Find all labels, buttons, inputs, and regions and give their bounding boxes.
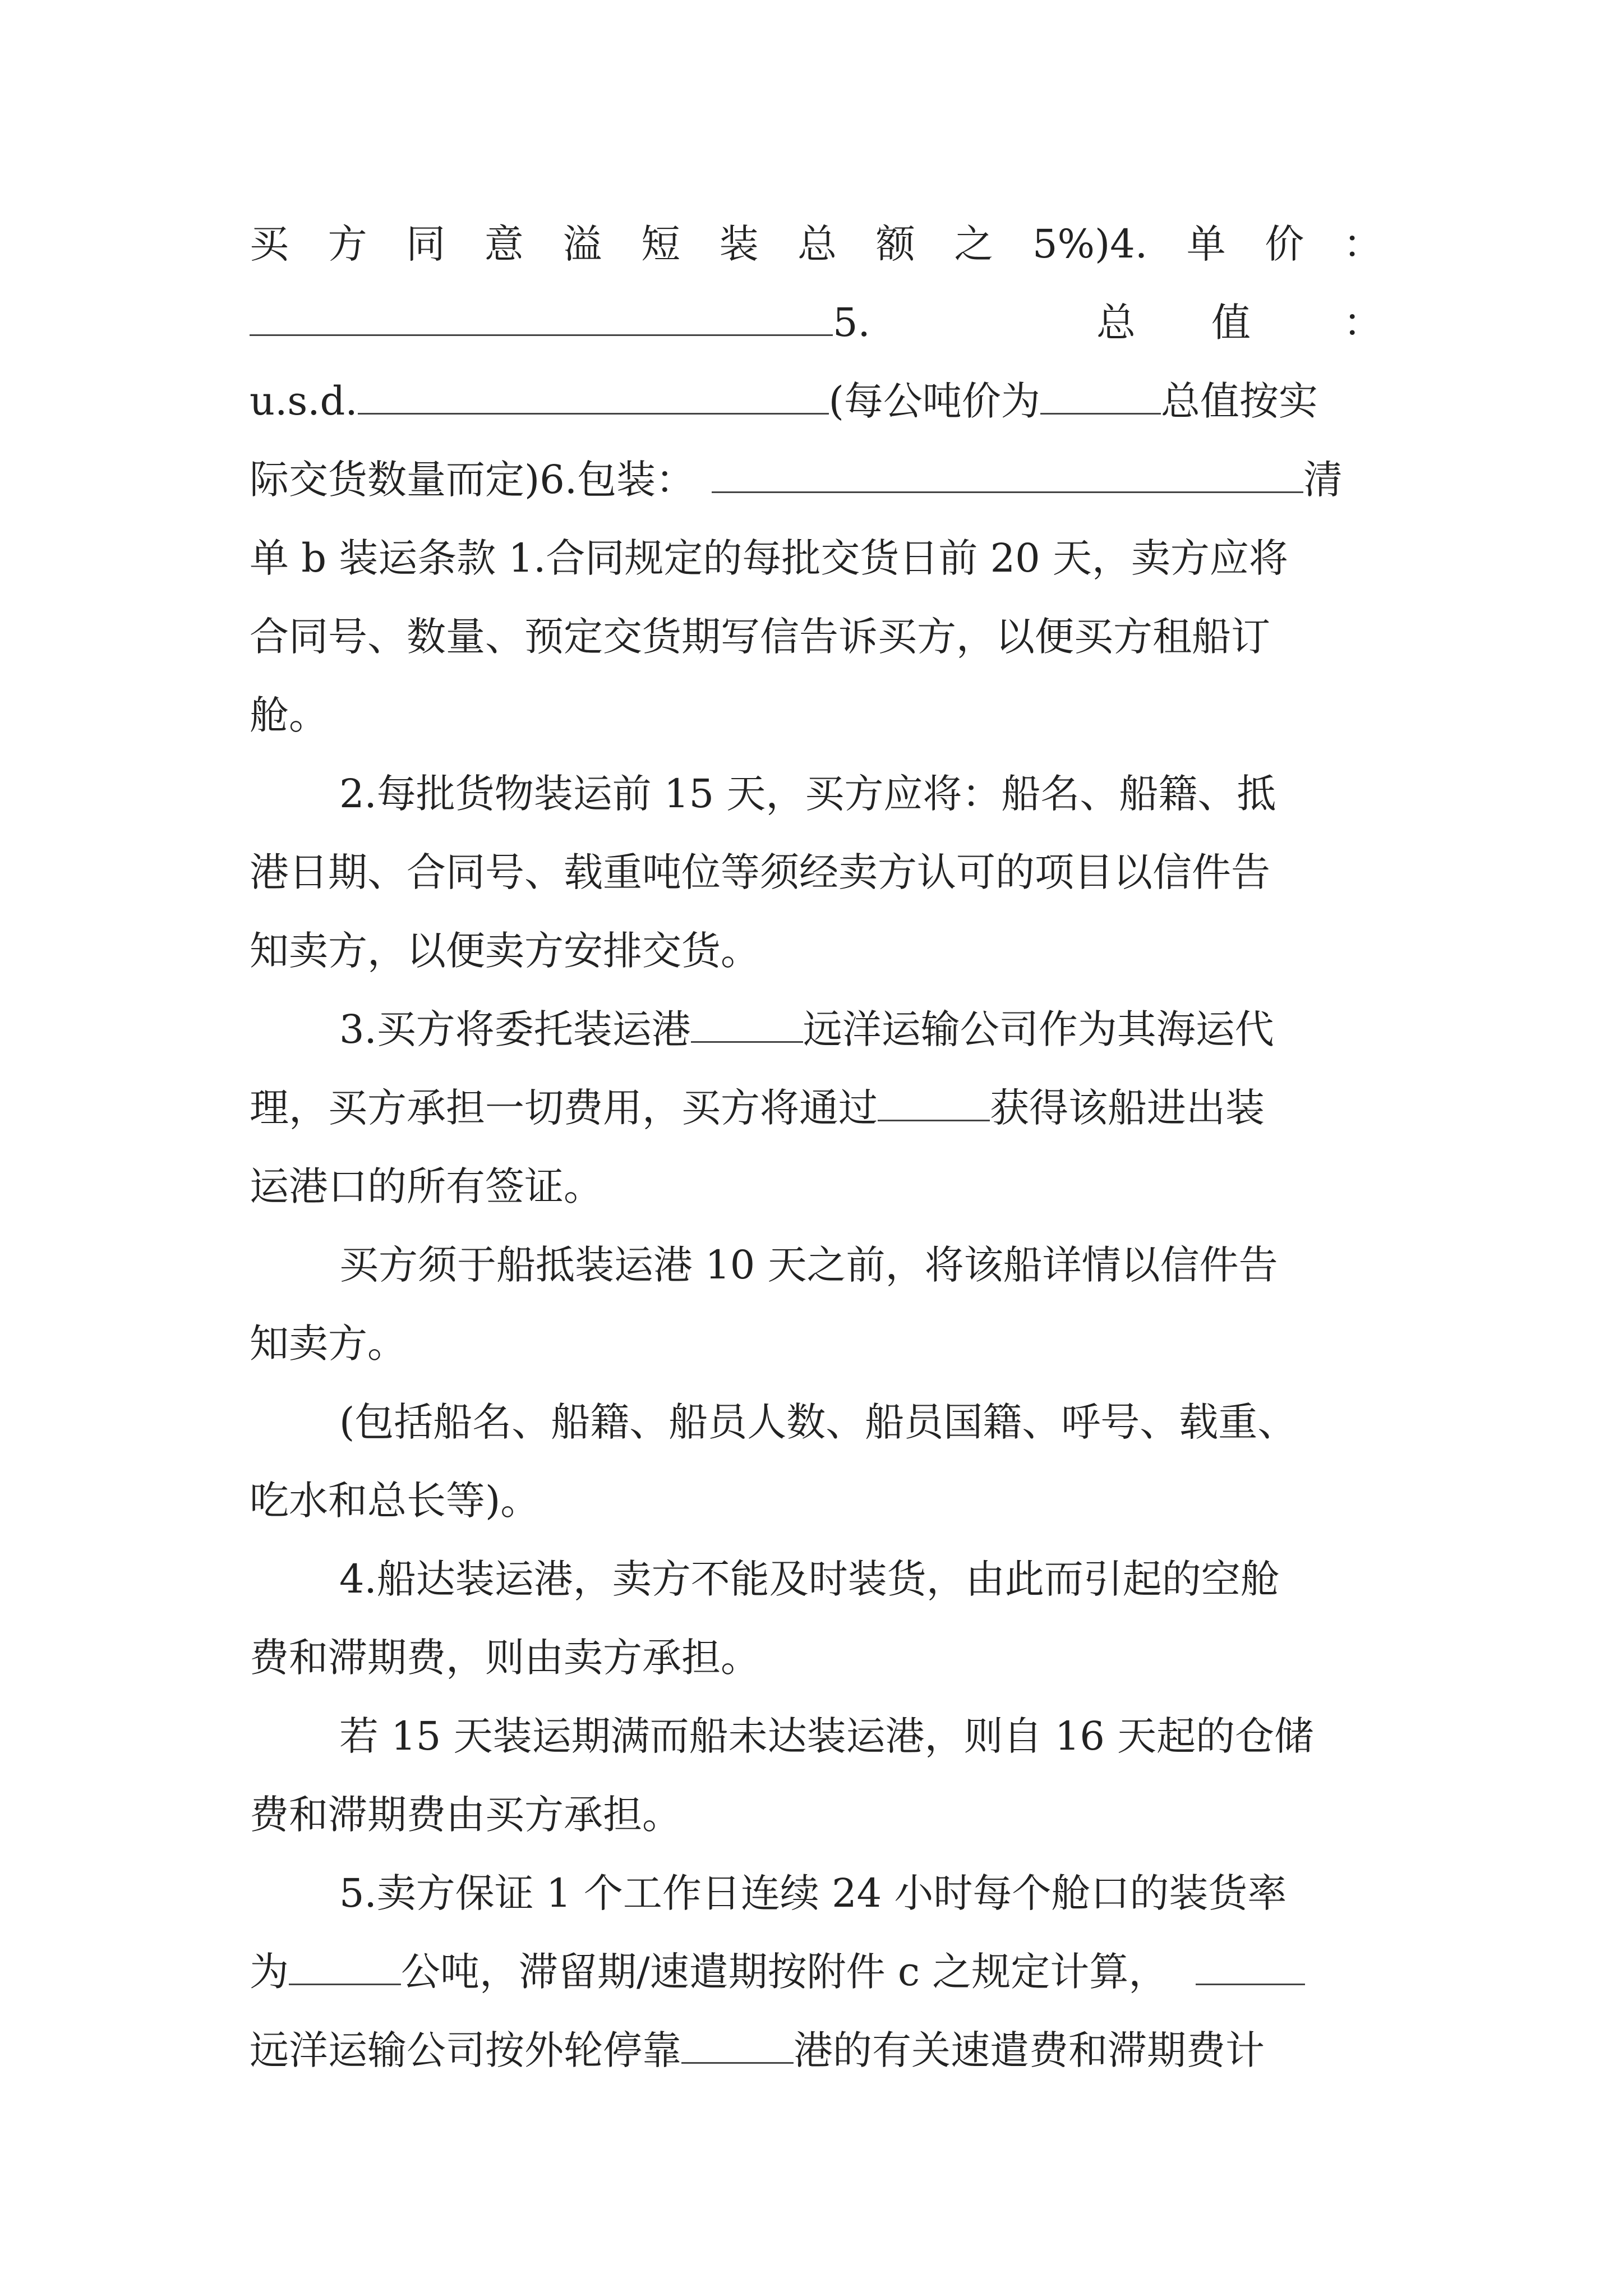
fill-blank xyxy=(681,2027,794,2064)
line-7: 舱。 xyxy=(250,692,328,738)
line-15: 知卖方。 xyxy=(250,1320,407,1366)
line-6: 合同号、数量、预定交货期写信告诉买方，以便买方租船订 xyxy=(250,614,1270,660)
line-20: 若 15 天装运期满而船未达装运港，则自 16 天起的仓储 xyxy=(339,1713,1314,1759)
char: 同 xyxy=(406,221,446,267)
line-14: 买方须于船抵装运港 10 天之前，将该船详情以信件告 xyxy=(339,1242,1278,1288)
line-18: 4.船达装运港，卖方不能及时装货，由此而引起的空舱 xyxy=(339,1556,1280,1602)
line-5: 单 b 装运条款 1.合同规定的每批交货日前 20 天，卖方应将 xyxy=(250,535,1288,581)
text-segment: 为 xyxy=(250,1949,289,1995)
text-segment: 理，买方承担一切费用，买方将通过 xyxy=(250,1085,878,1131)
char: 价 xyxy=(1265,221,1304,267)
text-segment: 远洋运输公司作为其海运代 xyxy=(803,1006,1274,1052)
text-segment: u.s.d. xyxy=(250,378,358,424)
line-3 xyxy=(250,362,1382,440)
text-segment: 获得该船进出装 xyxy=(990,1085,1265,1131)
line-13: 运港口的所有签证。 xyxy=(250,1163,603,1209)
char: 之 xyxy=(954,221,994,267)
fill-blank xyxy=(289,1949,401,1985)
text-segment: (每公吨价为 xyxy=(828,378,1040,424)
char: 总 xyxy=(1096,300,1136,346)
line-21: 费和滞期费由买方承担。 xyxy=(250,1792,681,1838)
line-10: 知卖方，以便卖方安排交货。 xyxy=(250,928,760,974)
line-1 xyxy=(250,205,1382,283)
line-16: (包括船名、船籍、船员人数、船员国籍、呼号、载重、 xyxy=(339,1399,1297,1445)
fill-blank xyxy=(250,300,833,336)
fill-blank xyxy=(358,378,829,415)
char: 值 xyxy=(1211,300,1251,346)
char: 额 xyxy=(875,221,915,267)
char: 买 xyxy=(250,221,289,267)
char: 短 xyxy=(640,221,680,267)
text-segment: 港的有关速遣费和滞期费计 xyxy=(794,2027,1265,2073)
line-17: 吃水和总长等)。 xyxy=(250,1478,540,1524)
item-number: 5. xyxy=(833,300,870,346)
fill-blank xyxy=(712,457,1303,493)
text-segment: 公吨，滞留期/速遣期按附件 c 之规定计算， xyxy=(401,1949,1168,1995)
text-segment: 总值按实 xyxy=(1160,378,1318,424)
char: 溢 xyxy=(562,221,602,267)
text-segment: 际交货数量而定)6.包装： xyxy=(250,457,695,503)
line-23 xyxy=(250,1932,1382,2011)
text-segment: 远洋运输公司按外轮停靠 xyxy=(250,2027,681,2073)
char: 意 xyxy=(484,221,524,267)
text-segment: 3.买方将委托装运港 xyxy=(339,1006,691,1052)
text-segment: 清 xyxy=(1303,457,1343,503)
line-22: 5.卖方保证 1 个工作日连续 24 小时每个舱口的装货率 xyxy=(339,1870,1287,1916)
line-8: 2.每批货物装运前 15 天，买方应将：船名、船籍、抵 xyxy=(339,771,1276,817)
char: 装 xyxy=(719,221,759,267)
line-4 xyxy=(250,440,1382,519)
line-11 xyxy=(339,990,1382,1069)
fill-blank xyxy=(878,1085,990,1121)
line-12 xyxy=(250,1069,1382,1147)
line-24 xyxy=(250,2011,1382,2090)
char: ： xyxy=(1343,221,1382,267)
fill-blank xyxy=(691,1006,803,1043)
line-9: 港日期、合同号、载重吨位等须经卖方认可的项目以信件告 xyxy=(250,849,1270,895)
fill-blank xyxy=(1040,378,1161,415)
char: 方 xyxy=(328,221,367,267)
char: 单 xyxy=(1186,221,1226,267)
line-19: 费和滞期费，则由卖方承担。 xyxy=(250,1635,760,1681)
char: ： xyxy=(1343,300,1382,346)
char: 5%)4. xyxy=(1032,221,1148,267)
fill-blank xyxy=(1196,1949,1305,1985)
char: 总 xyxy=(797,221,837,267)
line-2 xyxy=(250,283,1382,362)
